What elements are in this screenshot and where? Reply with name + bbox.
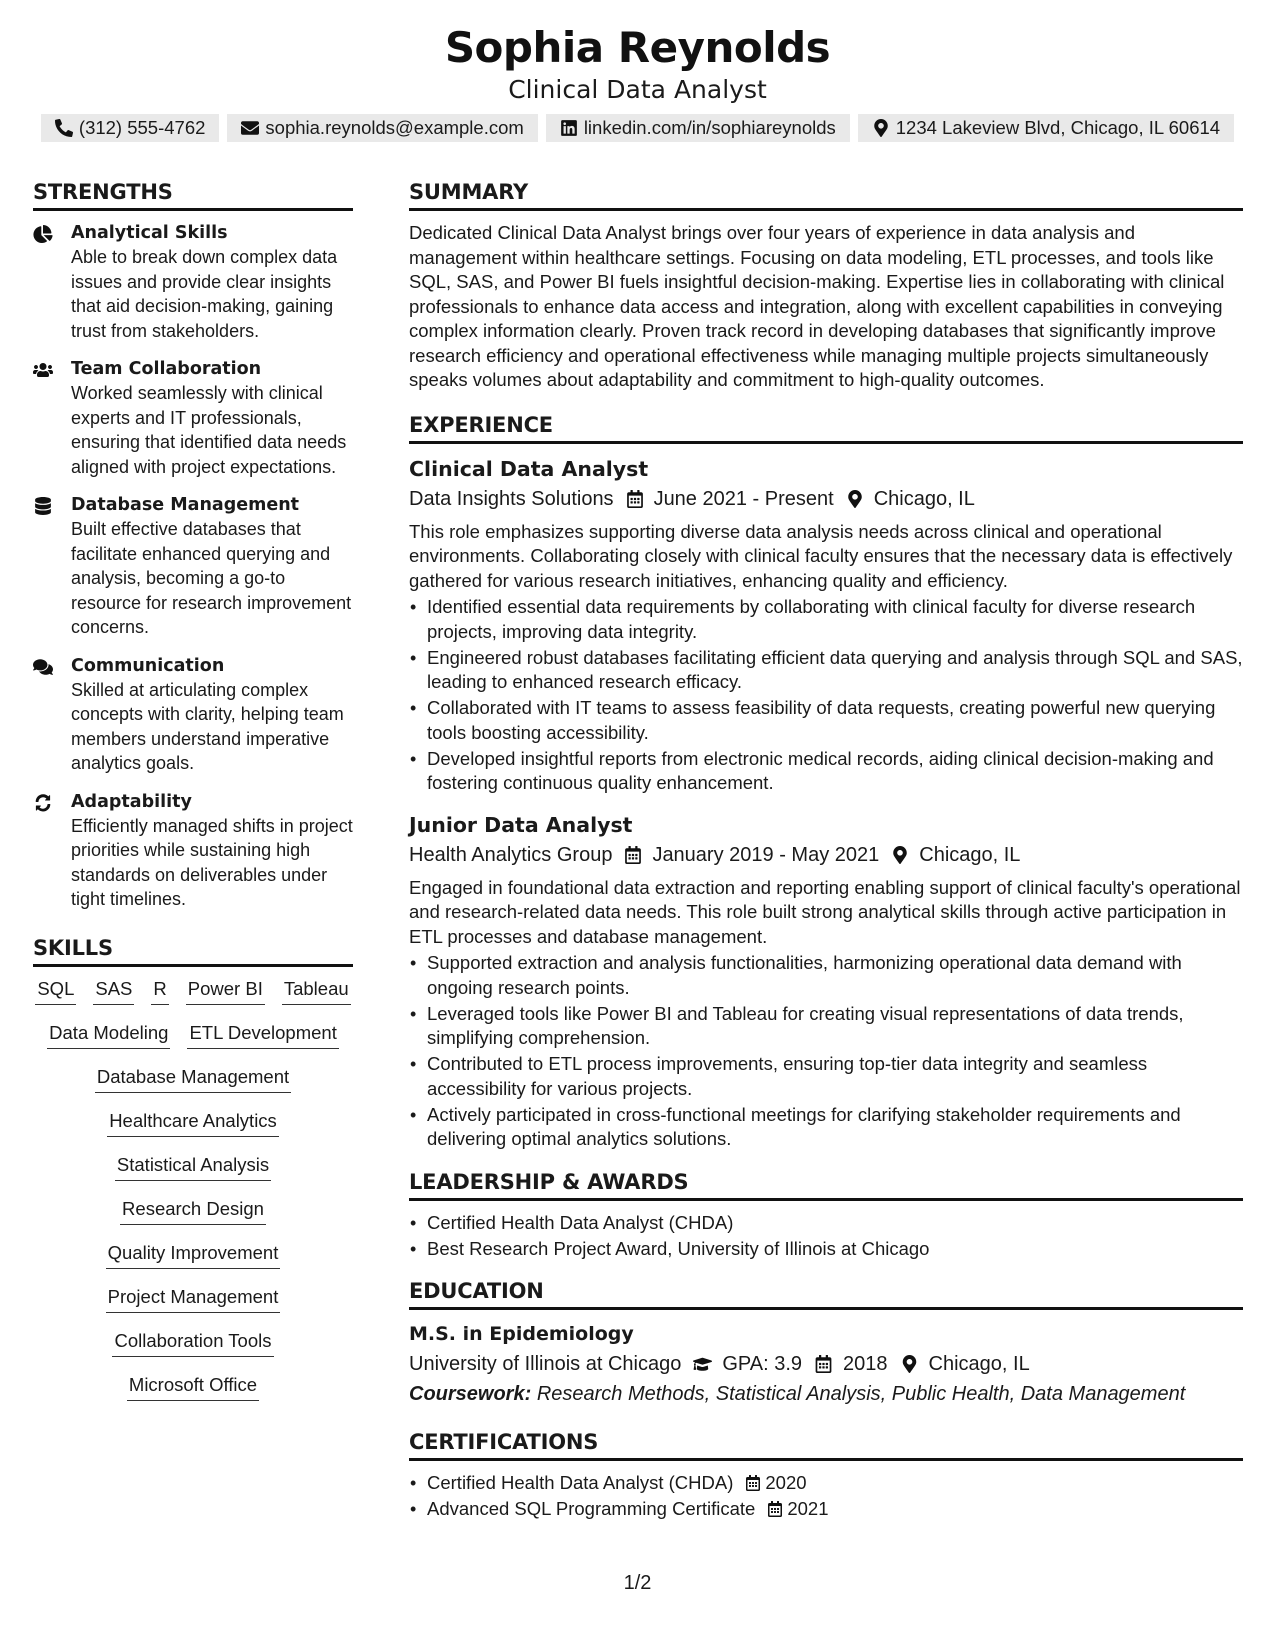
linkedin-text: linkedin.com/in/sophiareynolds [583,117,836,138]
skills-list [33,977,353,1417]
list-item: • Contributed to ETL process improvements, ensuring top-tier data integrity and seamless accessibility for various projects. [409,1052,1243,1101]
edu-coursework [409,1380,1243,1408]
strength-title: Database Management [71,495,300,515]
map-pin-icon [846,490,864,508]
skill-tag: Database Management [95,1065,291,1093]
strength-desc: Worked seamlessly with clinical experts and IT professionals, ensuring that identified data needs aligned with project expectations. [71,383,347,477]
strength-item [33,493,353,640]
skill-tag: SAS [93,977,134,1005]
strength-item [33,654,353,776]
list-item [409,1471,1243,1496]
strength-item [33,790,353,912]
users-icon [33,361,53,379]
awards-list [409,1211,1243,1262]
linkedin-icon [560,119,578,137]
skill-tag: Healthcare Analytics [107,1109,279,1137]
cert-name: • Certified Health Data Analyst (CHDA) [427,1472,734,1493]
skill-tag: Power BI [186,977,265,1005]
skill-tag: ETL Development [187,1021,338,1049]
comments-icon [33,658,53,676]
experience-heading: EXPERIENCE [409,409,1243,444]
job-bullets [409,595,1243,796]
calendar-icon [745,1475,761,1491]
job-entry [409,810,1243,1152]
strength-title: Team Collaboration [71,359,262,379]
job-entry [409,454,1243,796]
envelope-icon [241,119,259,137]
job-location: Chicago, IL [873,487,975,510]
map-pin-icon [900,1355,919,1373]
job-dates: January 2019 - May 2021 [652,843,880,866]
cert-year: 2020 [765,1472,807,1493]
strength-title: Adaptability [71,791,192,812]
skills-heading: SKILLS [33,932,353,967]
address-text: 1234 Lakeview Blvd, Chicago, IL 60614 [895,117,1221,138]
job-meta [409,840,1243,870]
list-item: • Certified Health Data Analyst (CHDA) [409,1211,1243,1236]
skill-tag: R [151,977,168,1005]
education-heading: EDUCATION [409,1275,1243,1310]
certifications-heading: CERTIFICATIONS [409,1426,1243,1461]
skill-tag: Statistical Analysis [115,1153,271,1181]
list-item: • Developed insightful reports from electronic medical records, aiding clinical decision-making and fostering continuous quality enhancement. [409,747,1243,796]
skill-tag: Project Management [106,1285,281,1313]
contact-bar [0,114,1275,142]
phone-icon [55,119,73,137]
certifications-list [409,1471,1243,1522]
calendar-icon [626,490,644,508]
strength-desc: Efficiently managed shifts in project priorities while sustaining high standards on deliverables under tight timelines. [71,815,353,909]
calendar-icon [767,1501,783,1517]
edu-year: 2018 [843,1353,888,1375]
summary-heading: SUMMARY [409,176,1243,211]
resume-header [0,0,1275,142]
job-meta [409,484,1243,514]
email-text: sophia.reynolds@example.com [265,117,524,138]
list-item: • Actively participated in cross-functional meetings for clarifying stakeholder requirements and delivering optimal analytics solutions. [409,1103,1243,1152]
cert-year: 2021 [787,1498,829,1519]
calendar-icon [814,1355,833,1373]
map-pin-icon [891,846,909,864]
job-title: Junior Data Analyst [409,812,633,837]
job-bullets [409,951,1243,1152]
coursework-label: Coursework: [409,1383,532,1405]
skill-tag: Data Modeling [47,1021,170,1049]
awards-heading: LEADERSHIP & AWARDS [409,1166,1243,1201]
calendar-icon [624,846,642,864]
coursework-text: Research Methods, Statistical Analysis, Public Health, Data Management [536,1383,1186,1405]
job-dates: June 2021 - Present [653,487,834,510]
edu-meta [409,1348,1243,1380]
list-item [409,1497,1243,1522]
strength-desc: Able to break down complex data issues and provide clear insights that aid decision-making, gaining trust from stakeholders. [71,247,338,341]
skill-tag: Quality Improvement [106,1241,281,1269]
contact-linkedin[interactable] [546,114,850,142]
page-number: 1/2 [623,1572,652,1594]
edu-location: Chicago, IL [928,1353,1030,1375]
candidate-name: Sophia Reynolds [444,23,831,72]
job-company: Health Analytics Group [409,843,613,866]
list-item: • Best Research Project Award, University of Illinois at Chicago [409,1237,1243,1262]
job-title: Clinical Data Analyst [409,456,649,481]
list-item: • Identified essential data requirements by collaborating with clinical faculty for diverse research projects, improving data integrity. [409,595,1243,644]
job-description: This role emphasizes supporting diverse data analysis needs across clinical and operational environments. Collaborating closely with clinical faculty ensures that the necessary data is effectively gathered for various research initiatives, enhancing quality and efficiency. [409,520,1233,591]
contact-email[interactable] [227,114,537,142]
list-item: • Leveraged tools like Power BI and Tableau for creating visual representations of data trends, simplifying comprehension. [409,1002,1243,1051]
job-description: Engaged in foundational data extraction and reporting enabling support of clinical faculty's operational and research-related data needs. This role built strong analytical skills through active participation in ETL processes and database management. [409,876,1241,947]
candidate-title: Clinical Data Analyst [508,75,767,104]
strength-item [33,221,353,343]
skill-tag: Microsoft Office [127,1373,259,1401]
strength-title: Communication [71,655,225,676]
graduation-cap-icon [693,1355,712,1373]
sync-icon [33,794,53,812]
right-column [409,176,1243,1523]
edu-gpa: GPA: 3.9 [722,1353,803,1375]
strength-desc: Skilled at articulating complex concepts with clarity, helping team members understand imperative analytics goals. [71,679,344,773]
contact-phone[interactable] [41,114,220,142]
phone-text: (312) 555-4762 [78,117,206,138]
job-company: Data Insights Solutions [409,487,614,510]
pie-chart-icon [33,225,53,243]
strength-title: Analytical Skills [71,223,228,243]
map-pin-icon [872,119,890,137]
skill-tag: Research Design [120,1197,266,1225]
cert-name: • Advanced SQL Programming Certificate [427,1498,756,1519]
list-item: • Collaborated with IT teams to assess feasibility of data requests, creating powerful new querying tools boosting accessibility. [409,696,1243,745]
skill-tag: Tableau [282,977,351,1005]
edu-school: University of Illinois at Chicago [409,1353,682,1375]
edu-degree: M.S. in Epidemiology [409,1323,634,1345]
skill-tag: SQL [35,977,76,1005]
strength-desc: Built effective databases that facilitate enhanced querying and analysis, becoming a go-to resource for research improvement concerns. [71,519,352,637]
job-location: Chicago, IL [919,843,1021,866]
contact-address [858,114,1234,142]
list-item: • Engineered robust databases facilitating efficient data querying and analysis through SQL and SAS, leading to enhanced research efficacy. [409,646,1243,695]
strength-item [33,357,353,479]
database-icon [33,497,53,515]
strengths-heading: STRENGTHS [33,176,353,211]
skill-tag: Collaboration Tools [112,1329,273,1357]
left-column [33,176,353,1417]
summary-text: Dedicated Clinical Data Analyst brings over four years of experience in data analysis and management within healthcare settings. Focusing on data modeling, ETL processes, and tools like SQL, SAS, and Power BI fuels insightful decision-making. Expertise lies in collaborating with clinical professionals to enhance data access and integration, along with excellent capabilities in conveying complex information clearly. Proven track record in developing databases that significantly improve research efficiency and operational effectiveness while managing multiple projects simultaneously speaks volumes about adaptability and commitment to high-quality outcomes. [409,222,1225,390]
list-item: • Supported extraction and analysis functionalities, harmonizing operational data demand with ongoing research points. [409,951,1243,1000]
